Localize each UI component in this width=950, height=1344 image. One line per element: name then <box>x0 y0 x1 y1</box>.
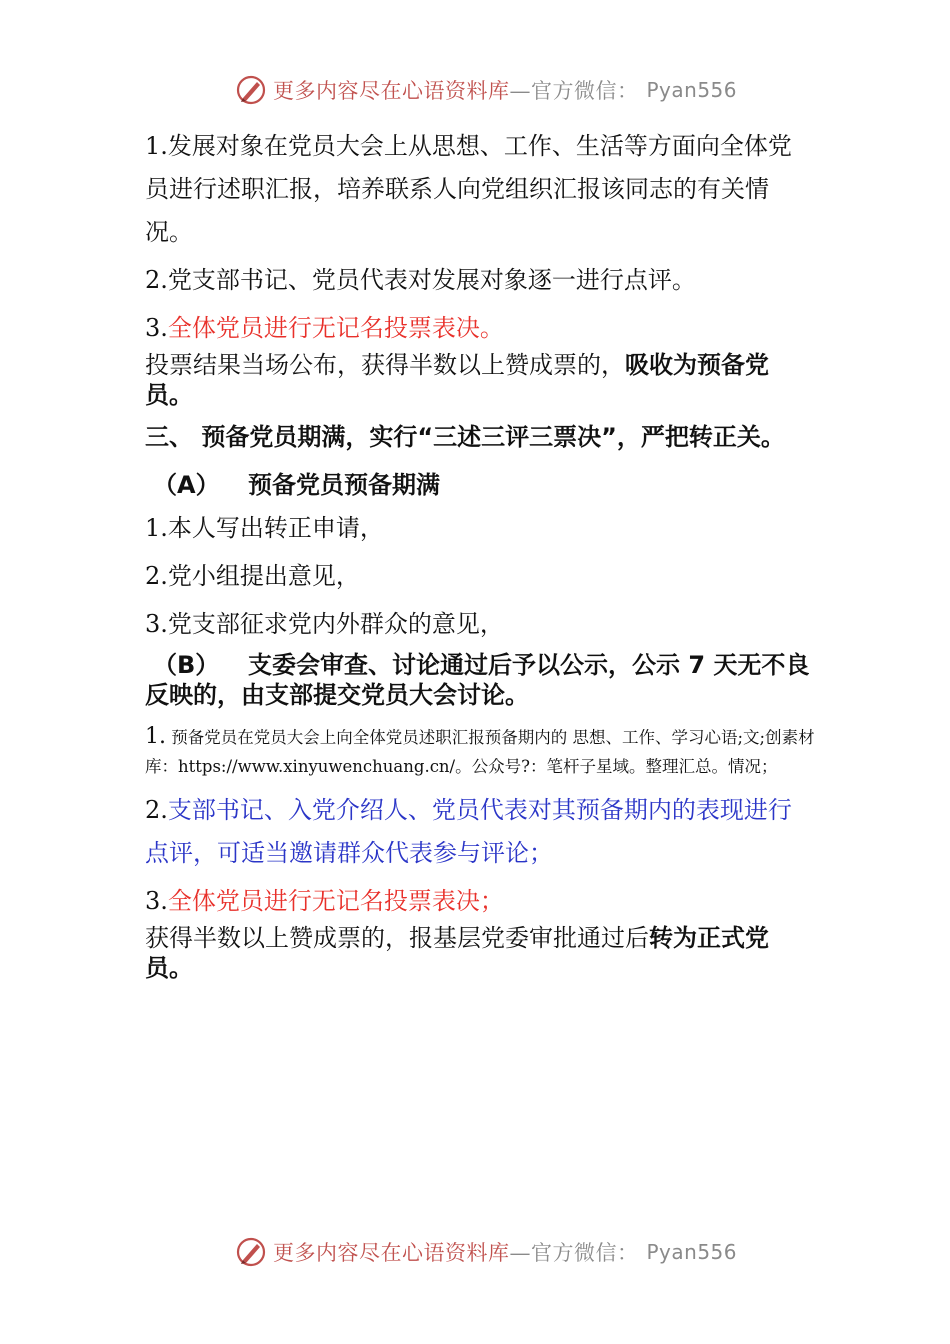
item-b2 <box>145 789 815 875</box>
item-b1 <box>145 722 815 781</box>
subsection-a-label: （A） <box>153 471 220 499</box>
watermark-header <box>235 74 737 106</box>
item-a2: 2.党小组提出意见， <box>145 562 360 590</box>
watermark-text: 更多内容尽在心语资料库 <box>273 1241 510 1265</box>
item-a1: 1.本人写出转正申请， <box>145 514 384 542</box>
b4-bold: 转为正式党员。 <box>145 924 769 982</box>
watermark-tail: —官方微信： <box>509 79 639 103</box>
subsection-a-text: 预备党员预备期满 <box>248 471 440 499</box>
item-b4 <box>145 923 815 983</box>
item-b3 <box>145 880 815 923</box>
paragraph-2: 2.党支部书记、党员代表对发展对象逐一进行点评。 <box>145 266 696 294</box>
p3-red-text: 全体党员进行无记名投票表决 <box>167 314 480 342</box>
p4-normal: 投票结果当场公布，获得半数以上赞成票的， <box>145 351 625 379</box>
b1-number: 1. <box>145 724 166 749</box>
p3-number: 3. <box>145 314 168 342</box>
b3-number: 3. <box>145 887 168 915</box>
b3-red-text: 全体党员进行无记名投票表决； <box>167 887 504 915</box>
paragraph-4 <box>145 350 815 410</box>
watermark-text: 更多内容尽在心语资料库 <box>273 79 510 103</box>
paragraph-3 <box>145 307 815 350</box>
pen-logo-icon <box>235 74 267 106</box>
b2-number: 2. <box>145 796 168 824</box>
watermark-footer <box>235 1236 737 1268</box>
watermark-tail: —官方微信： <box>509 1241 639 1265</box>
b2-blue-text: 支部书记、入党介绍人、党员代表对其预备期内的表现进行点评，可适当邀请群众代表参与评论； <box>145 796 792 867</box>
p3-end: 。 <box>479 314 504 342</box>
watermark-account: Pyan556 <box>646 78 738 102</box>
subsection-b-text: 支委会审查、讨论通过后予以公示，公示 7 天无不良反映的，由支部提交党员大会讨论。 <box>145 651 810 709</box>
section-3-heading: 三、 预备党员期满，实行“三述三评三票决”，严把转正关。 <box>145 423 785 451</box>
pen-logo-icon <box>235 1236 267 1268</box>
b1-text: 预备党员在党员大会上向全体党员述职汇报预备期内的 思想、工作、学习心语;文;创素材库：https://www.xinyuwenchuang.cn/。公众号?：笔杆子星域。整理汇总。情况； <box>145 728 815 776</box>
item-a3: 3.党支部征求党内外群众的意见， <box>145 610 504 638</box>
subsection-b-label: （B） <box>153 651 220 679</box>
document-body <box>145 125 815 983</box>
watermark-account: Pyan556 <box>646 1240 738 1264</box>
paragraph-1: 1.发展对象在党员大会上从思想、工作、生活等方面向全体党员进行述职汇报，培养联系人向党组织汇报该同志的有关情况。 <box>145 132 792 246</box>
p4-bold: 吸收为预备党员。 <box>145 351 769 409</box>
subsection-a-heading <box>145 468 815 502</box>
b4-normal: 获得半数以上赞成票的，报基层党委审批通过后 <box>145 924 649 952</box>
subsection-b-heading <box>145 650 815 710</box>
